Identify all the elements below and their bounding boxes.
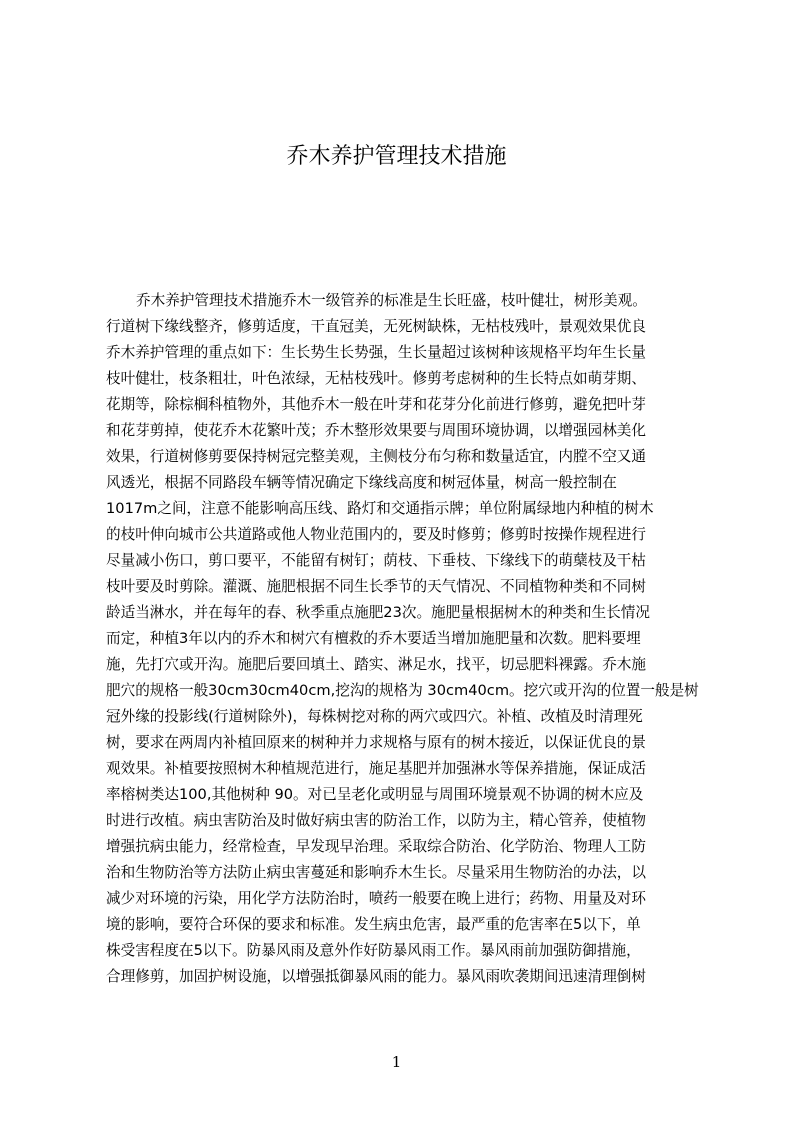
body-paragraph (106, 288, 699, 985)
text-line-14: 而定，种植3年以内的乔木和树穴有檀救的乔木要适当增加施肥量和次数。肥料要埋 (106, 630, 641, 647)
text-line-15: 施，先打穴或开沟。施肥后要回填土、踏实、淋足水，找平，切忌肥料裸露。乔木施 (106, 656, 646, 673)
text-line-3: 乔木养护管理的重点如下：生长势生长势强，生长量超过该树种该规格平均年生长量 (106, 344, 646, 361)
text-line-26: 株受害程度在5以下。防暴风雨及意外作好防暴风雨工作。暴风雨前加强防御措施， (106, 942, 641, 959)
text-line-1: 乔木养护管理技术措施乔木一级管养的标准是生长旺盛，枝叶健壮，树形美观。 (136, 292, 647, 309)
text-line-21: 时进行改植。病虫害防治及时做好病虫害的防治工作，以防为主，精心管养，使植物 (106, 812, 646, 829)
text-line-8: 风透光，根据不同路段车辆等情况确定下缘线高度和树冠体量，树高一般控制在 (106, 474, 617, 491)
text-line-9: 1017m之间，注意不能影响高压线、路灯和交通指示牌；单位附属绿地内种植的树木 (106, 500, 654, 517)
text-line-16: 肥穴的规格一般30cm30cm40cm,挖沟的规格为 30cm40cm。挖穴或开沟的位置一般是树 (106, 682, 699, 699)
text-line-12: 枝叶要及时剪除。灌溉、施肥根据不同生长季节的天气情况、不同植物种类和不同树 (106, 578, 646, 595)
text-line-2: 行道树下缘线整齐，修剪适度，干直冠美，无死树缺株，无枯枝残叶，景观效果优良 (106, 318, 646, 335)
document-title: 乔木养护管理技术措施 (286, 144, 507, 169)
text-line-22: 增强抗病虫能力，经常检查，早发现早治理。采取综合防治、化学防治、物理人工防 (106, 838, 646, 855)
text-line-25: 境的影响，要符合环保的要求和标准。发生病虫危害，最严重的危害率在5以下，单 (106, 916, 641, 933)
text-line-4: 枝叶健壮，枝条粗壮，叶色浓绿，无枯枝残叶。修剪考虑树种的生长特点如萌芽期、 (106, 370, 646, 387)
text-line-18: 树，要求在两周内补植回原来的树种并力求规格与原有的树木接近，以保证优良的景 (106, 734, 646, 751)
text-line-6: 和花芽剪掉，使花乔木花繁叶茂；乔木整形效果要与周围环境协调，以增强园林美化 (106, 422, 646, 439)
text-line-20: 率榕树类达100,其他树种 90。对已呈老化或明显与周围环境景观不协调的树木应及 (106, 786, 644, 803)
text-line-10: 的枝叶伸向城市公共道路或他人物业范围内的，要及时修剪；修剪时按操作规程进行 (106, 526, 646, 543)
text-line-24: 减少对环境的污染，用化学方法防治时，喷药一般要在晚上进行；药物、用量及对环 (106, 890, 646, 907)
text-line-7: 效果，行道树修剪要保持树冠完整美观，主侧枝分布匀称和数量适宜，内膛不空又通 (106, 448, 646, 465)
page-number: 1 (391, 1053, 402, 1071)
text-line-19: 观效果。补植要按照树木种植规范进行，施足基肥并加强淋水等保养措施，保证成活 (106, 760, 646, 777)
text-line-17: 冠外缘的投影线(行道树除外)，每株树挖对称的两穴或四穴。补植、改植及时清理死 (106, 708, 643, 725)
text-line-5: 花期等，除棕榈科植物外，其他乔木一般在叶芽和花芽分化前进行修剪，避免把叶芽 (106, 396, 646, 413)
text-line-13: 龄适当淋水，并在每年的春、秋季重点施肥23次。施肥量根据树木的种类和生长情况 (106, 604, 650, 621)
text-line-11: 尽量减小伤口，剪口要平，不能留有树钉；荫枝、下垂枝、下缘线下的萌蘖枝及干枯 (106, 552, 646, 569)
text-line-27: 合理修剪，加固护树设施，以增强抵御暴风雨的能力。暴风雨吹袭期间迅速清理倒树 (106, 968, 646, 985)
text-line-23: 治和生物防治等方法防止病虫害蔓延和影响乔木生长。尽量采用生物防治的办法，以 (106, 864, 646, 881)
